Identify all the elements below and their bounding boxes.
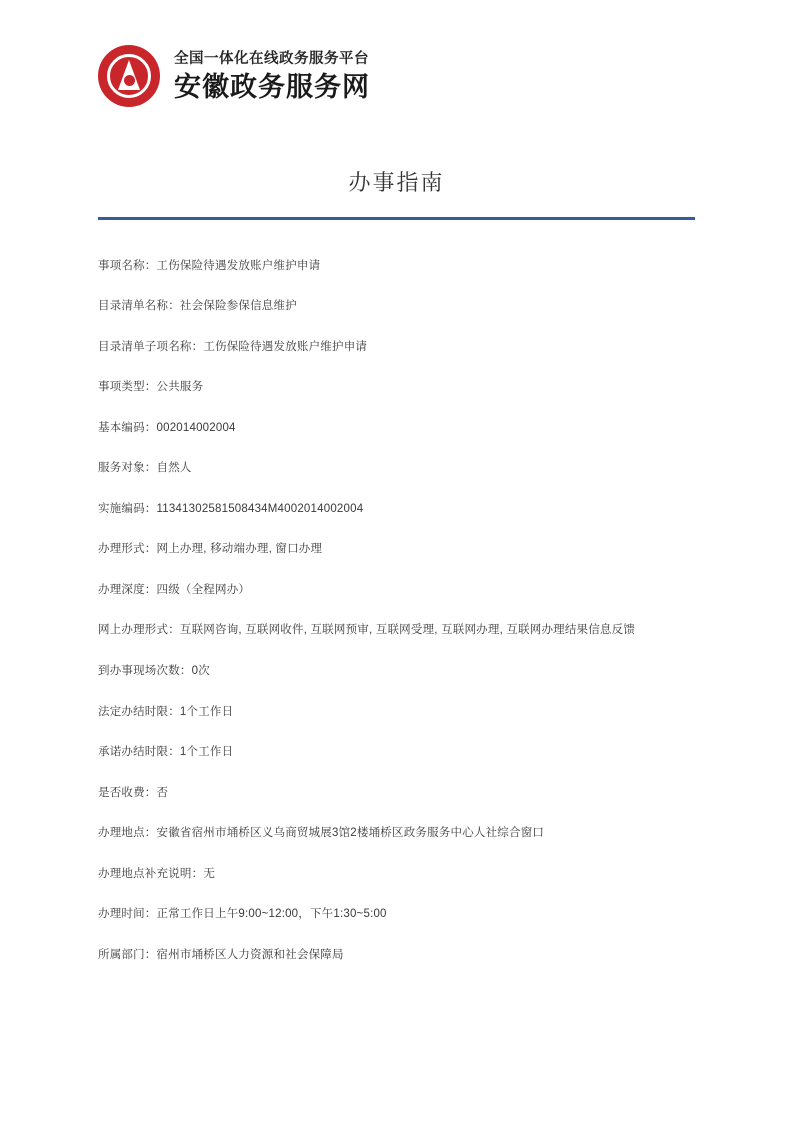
field-row [98,368,695,409]
field-label: 网上办理形式： [98,624,180,637]
field-label: 办理地点补充说明： [98,867,204,880]
anhui-gov-seal-icon [98,45,160,107]
field-label: 办理深度： [98,583,157,596]
field-value: 工伤保险待遇发放账户维护申请 [203,340,368,353]
field-row [98,489,695,530]
field-label: 事项类型： [98,381,157,394]
field-label: 办理地点： [98,827,157,840]
field-value: 11341302581508434M4002014002004 [156,502,364,515]
field-row [98,854,695,895]
field-value: 公共服务 [156,381,204,394]
field-value: 互联网咨询, 互联网收件, 互联网预审, 互联网受理, 互联网办理, 互联网办理结果信息反馈 [179,624,636,637]
field-label: 目录清单名称： [98,300,180,313]
field-value: 0次 [191,664,210,677]
field-row [98,287,695,328]
platform-name: 全国一体化在线政务服务平台 [174,50,369,67]
field-value: 正常工作日上午9:00~12:00，下午1:30~5:00 [156,908,387,921]
field-value: 否 [156,786,169,799]
field-row [98,408,695,449]
field-label: 实施编码： [98,502,157,515]
field-label: 事项名称： [98,259,157,272]
field-label: 目录清单子项名称： [98,340,204,353]
field-label: 服务对象： [98,462,157,475]
site-header [98,0,695,114]
field-value: 无 [203,867,216,880]
seal-inner-dot-icon [124,75,135,86]
field-row [98,773,695,814]
field-value: 四级（全程网办） [156,583,251,596]
field-row [98,895,695,936]
field-label: 是否收费： [98,786,157,799]
field-label: 基本编码： [98,421,157,434]
guide-field-list [98,246,695,976]
field-label: 所属部门： [98,948,157,961]
field-value: 网上办理, 移动端办理, 窗口办理 [156,543,323,556]
logo-text-block [174,49,370,104]
field-value: 安徽省宿州市埇桥区义乌商贸城展3馆2楼埇桥区政务服务中心人社综合窗口 [156,827,545,840]
title-divider [98,217,695,220]
field-value: 工伤保险待遇发放账户维护申请 [156,259,321,272]
field-label: 法定办结时限： [98,705,180,718]
field-row [98,449,695,490]
field-row [98,692,695,733]
field-value: 002014002004 [156,421,236,434]
field-value: 1个工作日 [179,705,234,718]
field-row [98,814,695,855]
field-value: 自然人 [156,462,192,475]
field-row [98,651,695,692]
field-row [98,327,695,368]
field-value: 1个工作日 [179,746,234,759]
field-value: 宿州市埇桥区人力资源和社会保障局 [156,948,344,961]
field-label: 办理时间： [98,908,157,921]
field-label: 到办事现场次数： [98,664,192,677]
field-row [98,530,695,571]
field-row [98,733,695,774]
site-name: 安徽政务服务网 [174,72,370,103]
field-row [98,570,695,611]
field-row [98,246,695,287]
field-row [98,611,695,652]
field-row [98,935,695,976]
field-label: 承诺办结时限： [98,746,180,759]
field-label: 办理形式： [98,543,157,556]
page-title: 办事指南 [348,170,445,195]
field-value: 社会保险参保信息维护 [179,300,297,313]
